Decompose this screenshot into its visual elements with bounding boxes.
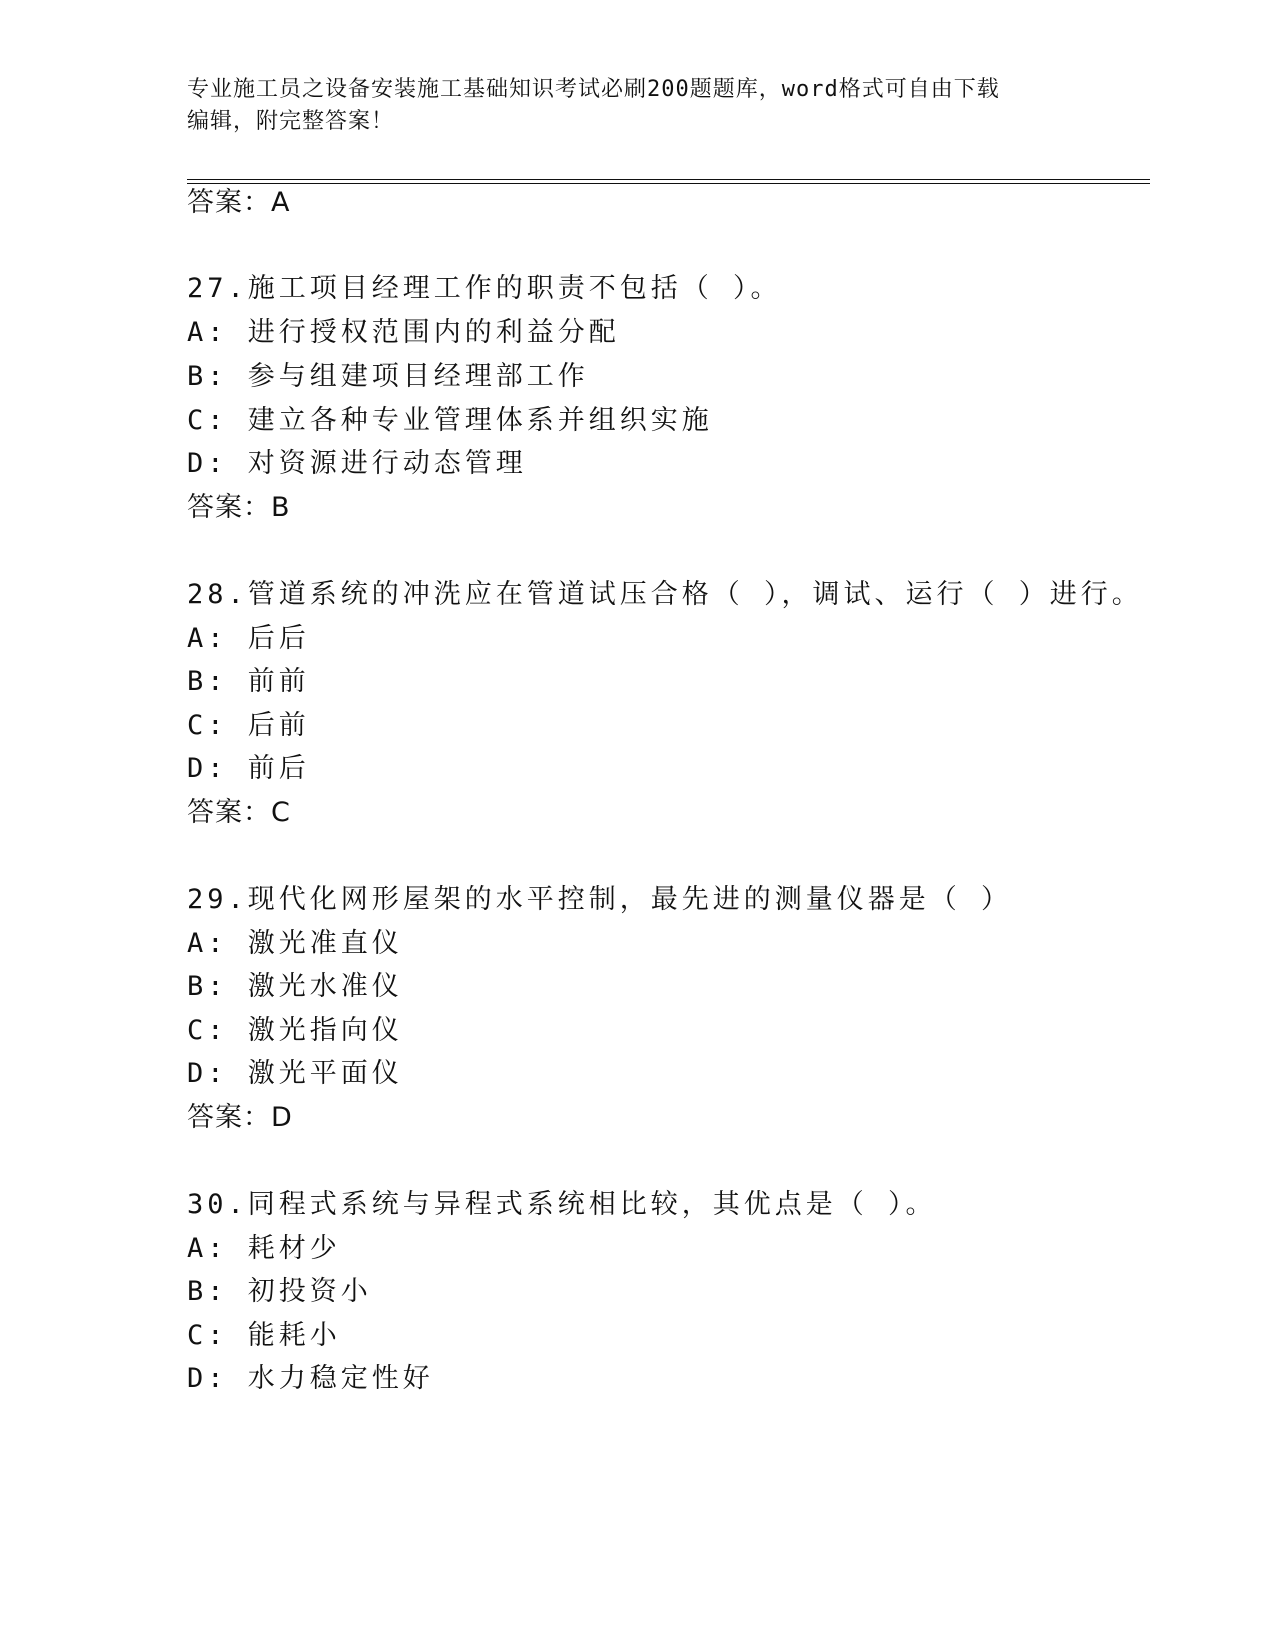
header-line-2: 编辑，附完整答案！ <box>187 109 395 134</box>
question-29-option-b: B: 激光水准仪 <box>187 971 403 1002</box>
question-27-answer: 答案：B <box>187 492 291 523</box>
question-27-stem: 27.施工项目经理工作的职责不包括（ ）。 <box>187 273 782 304</box>
question-27-option-d: D: 对资源进行动态管理 <box>187 448 527 479</box>
question-30-stem: 30.同程式系统与异程式系统相比较，其优点是（ ）。 <box>187 1189 937 1220</box>
question-30-option-b: B: 初投资小 <box>187 1276 372 1307</box>
question-28-option-c: C: 后前 <box>187 710 310 741</box>
question-29-option-d: D: 激光平面仪 <box>187 1058 403 1089</box>
document-header <box>187 74 1087 138</box>
question-27-option-b: B: 参与组建项目经理部工作 <box>187 361 589 392</box>
question-28-option-b: B: 前前 <box>187 666 310 697</box>
header-line-1: 专业施工员之设备安装施工基础知识考试必刷200题题库，word格式可自由下载 <box>187 77 1000 102</box>
question-30-option-d: D: 水力稳定性好 <box>187 1363 434 1394</box>
question-27-option-a: A: 进行授权范围内的利益分配 <box>187 317 620 348</box>
question-28-option-d: D: 前后 <box>187 753 310 784</box>
question-29-answer: 答案：D <box>187 1102 293 1133</box>
question-28-stem: 28.管道系统的冲洗应在管道试压合格（ ），调试、运行（ ）进行。 <box>187 579 1143 610</box>
question-29-stem: 29.现代化网形屋架的水平控制，最先进的测量仪器是（ ） <box>187 884 1013 915</box>
header-rule-bottom <box>187 183 1150 184</box>
header-rule-top <box>187 179 1150 180</box>
question-28-answer: 答案：C <box>187 797 291 828</box>
question-27-option-c: C: 建立各种专业管理体系并组织实施 <box>187 405 713 436</box>
question-30-option-a: A: 耗材少 <box>187 1233 341 1264</box>
question-28-option-a: A: 后后 <box>187 623 310 654</box>
question-29-option-a: A: 激光准直仪 <box>187 928 403 959</box>
answer-previous: 答案：A <box>187 187 291 218</box>
question-30-option-c: C: 能耗小 <box>187 1320 341 1351</box>
question-29-option-c: C: 激光指向仪 <box>187 1015 403 1046</box>
